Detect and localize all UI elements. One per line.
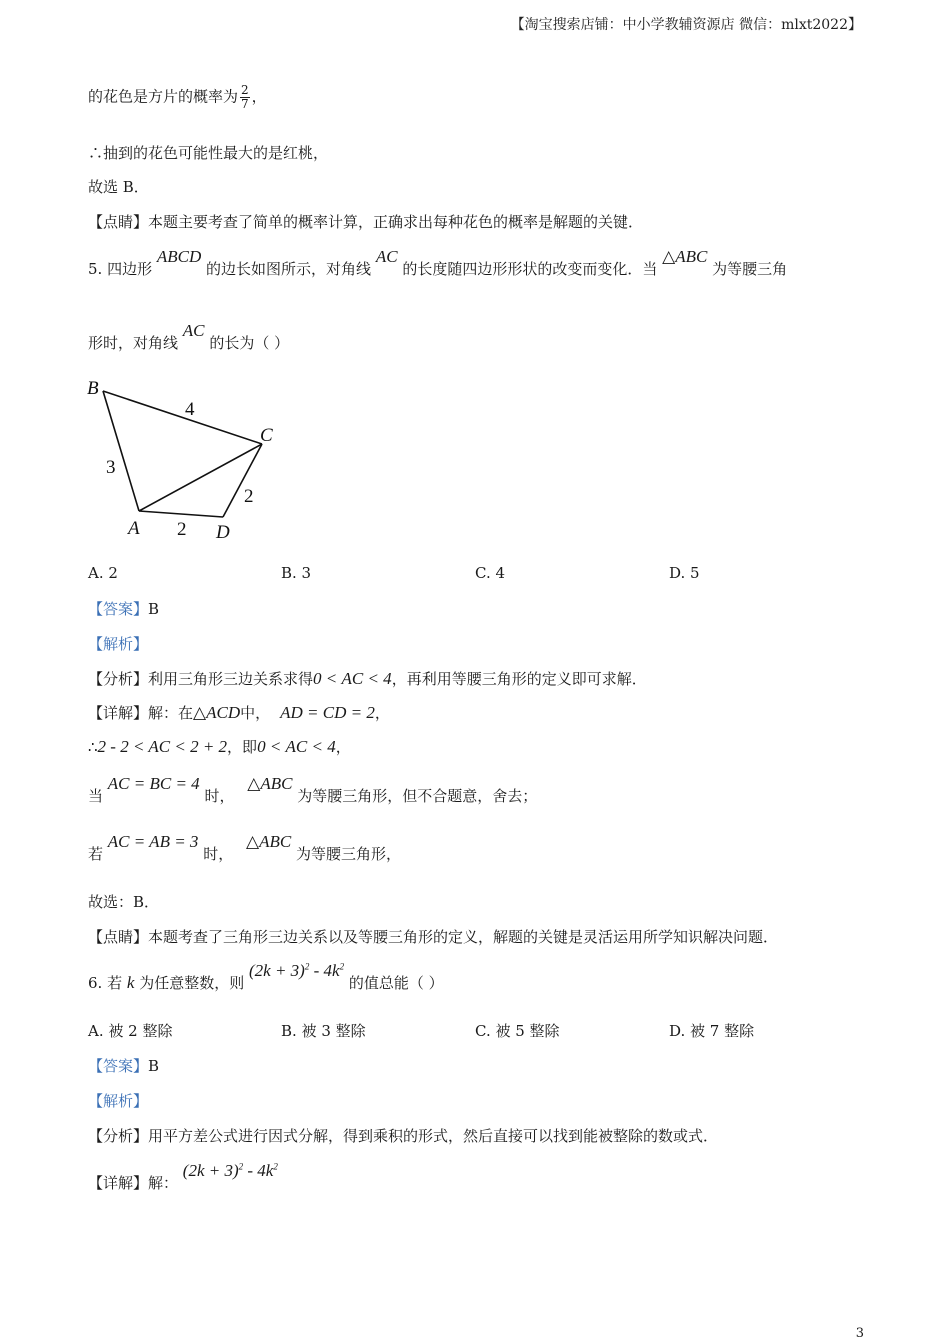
q5-answer — [88, 598, 159, 619]
conclusion-line: ∴抽到的花色可能性最大的是红桃， — [88, 144, 329, 162]
length-label-bc: 4 — [185, 399, 195, 420]
question-5-line-2 — [88, 321, 290, 353]
q5-option-d: D. 5 — [669, 564, 700, 582]
question-6 — [88, 961, 444, 993]
detail-text: 【详解】解：在 — [88, 704, 194, 722]
probability-line — [88, 84, 267, 111]
answer-value: B — [148, 600, 160, 618]
answer-tag: 【答案】 — [88, 600, 149, 618]
when-text: 时， — [204, 787, 235, 805]
length-label-ad: 2 — [177, 519, 187, 540]
vertex-label-c: C — [260, 425, 273, 446]
fraction-denominator: 7 — [241, 97, 249, 111]
expr-exponent: 2 — [273, 1161, 278, 1172]
expr-minus: - 4k — [243, 1161, 274, 1180]
question-5-line-1 — [88, 247, 788, 279]
page-number: 3 — [855, 1326, 864, 1341]
q6-text: 为任意整数，则 — [139, 974, 245, 992]
q5-if — [88, 832, 401, 864]
q5-text: 的长为（ ） — [209, 334, 290, 352]
expr-exponent: 2 — [238, 1161, 244, 1172]
q5-math-ac: AC — [182, 321, 205, 340]
q5-dianjing: 【点睛】本题考查了三角形三边关系以及等腰三角形的定义，解题的关键是灵活运用所学知识解决问题． — [88, 928, 779, 946]
q5-fenxi — [88, 668, 647, 689]
vertex-label-b: B — [87, 378, 99, 399]
q6-option-b: B. 被 3 整除 — [281, 1022, 366, 1040]
q5-text: 5. 四边形 — [88, 260, 153, 278]
q6-option-a: A. 被 2 整除 — [88, 1022, 173, 1040]
if-math-triangle: △ABC — [246, 832, 292, 851]
q6-detail-expression — [183, 1161, 278, 1180]
expr-base: (2k + 3) — [249, 961, 305, 980]
vertex-label-d: D — [216, 522, 230, 543]
length-label-ab: 3 — [106, 457, 116, 478]
answer-value: B — [148, 1057, 160, 1075]
length-label-cd: 2 — [244, 486, 254, 507]
probability-text: 的花色是方片的概率为 — [88, 87, 239, 106]
q5-analysis-tag: 【解析】 — [88, 635, 149, 653]
expr-minus: - 4k — [309, 961, 340, 980]
q6-text: 的值总能（ ） — [348, 974, 444, 992]
if-math: AC = AB = 3 — [107, 832, 199, 851]
q6-expression — [249, 961, 344, 980]
detail-math-eq: AD = CD = 2 — [280, 703, 375, 722]
page-header: 【淘宝搜索店铺：中小学教辅资源店 微信：mlxt2022】 — [510, 17, 862, 33]
q6-answer — [88, 1055, 159, 1076]
therefore-math-2: 0 < AC < 4 — [257, 737, 336, 756]
choose-line: 故选 B． — [88, 178, 149, 196]
fraction — [240, 84, 250, 111]
edge-ad — [139, 511, 223, 517]
dianjing-q4: 【点睛】本题主要考查了简单的概率计算，正确求出每种花色的概率是解题的关键． — [88, 213, 644, 231]
quadrilateral-edges — [103, 391, 262, 517]
q5-when — [88, 774, 538, 806]
q5-therefore — [88, 736, 351, 757]
q6-option-d: D. 被 7 整除 — [669, 1022, 755, 1040]
when-text: 当 — [88, 787, 104, 805]
q5-math-ac: AC — [375, 247, 398, 266]
if-text: 若 — [88, 845, 104, 863]
if-text: 时， — [203, 845, 234, 863]
detail-text: ， — [374, 704, 390, 722]
q6-analysis-tag: 【解析】 — [88, 1092, 149, 1110]
q6-fenxi: 【分析】用平方差公式进行因式分解，得到乘积的形式，然后直接可以找到能被整除的数或式． — [88, 1127, 719, 1145]
therefore-text: ∴ — [88, 738, 98, 756]
therefore-text: ，即 — [227, 738, 258, 756]
vertex-label-a: A — [128, 518, 140, 539]
q5-choose: 故选：B． — [88, 893, 160, 911]
probability-tail: ， — [251, 87, 267, 106]
when-math: AC = BC = 4 — [107, 774, 200, 793]
q6-detail — [88, 1161, 278, 1193]
q5-math-triangle: △ABC — [662, 247, 708, 266]
q5-option-a: A. 2 — [88, 564, 118, 582]
q5-math-abcd: ABCD — [156, 247, 202, 266]
expr-base: (2k + 3) — [182, 1161, 239, 1180]
q5-text: 的长度随四边形形状的改变而变化．当 — [402, 260, 658, 278]
q6-option-c: C. 被 5 整除 — [475, 1022, 560, 1040]
detail-text: 中， — [240, 704, 271, 722]
answer-tag: 【答案】 — [88, 1057, 149, 1075]
if-text: 为等腰三角形， — [295, 845, 401, 863]
fenxi-text: ，再利用等腰三角形的定义即可求解． — [391, 670, 647, 688]
therefore-text: ， — [335, 738, 351, 756]
detail-math-triangle: △ACD — [193, 703, 241, 722]
therefore-math: 2 - 2 < AC < 2 + 2 — [97, 737, 228, 756]
edge-ab — [103, 391, 139, 511]
fenxi-math: 0 < AC < 4 — [313, 669, 392, 688]
detail-text: 【详解】解： — [88, 1174, 179, 1192]
quadrilateral-figure — [82, 372, 302, 547]
when-math-triangle: △ABC — [247, 774, 293, 793]
expr-exponent: 2 — [304, 961, 310, 972]
q5-option-b: B. 3 — [281, 564, 312, 582]
fraction-numerator: 2 — [241, 83, 249, 97]
fenxi-text: 【分析】利用三角形三边关系求得 — [88, 670, 314, 688]
q5-option-c: C. 4 — [475, 564, 506, 582]
edge-bc — [103, 391, 262, 444]
q6-math-k: k — [126, 973, 135, 992]
expr-exponent: 2 — [339, 961, 345, 972]
q5-detail — [88, 702, 390, 723]
q5-text: 为等腰三角 — [712, 260, 788, 278]
when-text: 为等腰三角形，但不合题意，舍去； — [297, 787, 538, 805]
q5-text: 的边长如图所示，对角线 — [206, 260, 372, 278]
q5-text: 形时，对角线 — [88, 334, 179, 352]
q6-text: 6. 若 — [88, 974, 123, 992]
